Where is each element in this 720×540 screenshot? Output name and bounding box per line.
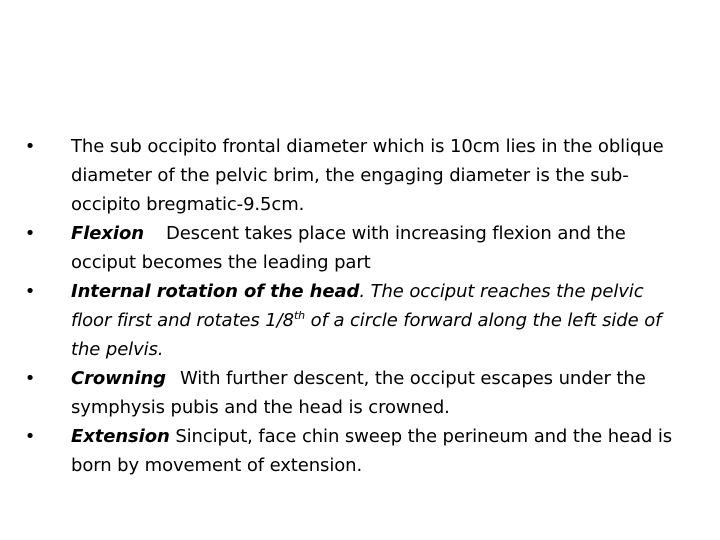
bullet-marker: • [24,223,36,244]
list-item-crowning [20,364,680,422]
list-item-term: Flexion [71,223,144,244]
list-item-text: Sinciput, face chin sweep the perineum and the head is born by movement of extension. [71,426,673,476]
list-item-flexion [20,219,680,277]
bullet-marker: • [24,426,36,447]
list-item-extension [20,422,680,480]
list-item-text: With further descent, the occiput escapes under the symphysis pubis and the head is crowned. [71,368,646,418]
bullet-list [20,132,680,480]
list-item-term: Crowning [71,368,166,389]
bullet-marker: • [24,136,36,157]
list-item-text: . The occiput reaches the pelvic floor first and rotates 1/8 [71,281,644,331]
list-item-text: The sub occipito frontal diameter which is 10cm lies in the oblique diameter of the pelvic brim, the engaging diameter is the sub-occipito bregmatic-9.5cm. [71,136,664,215]
bullet-marker: • [24,368,36,389]
list-item-term: Internal rotation of the head [71,281,360,302]
ordinal-superscript: th [293,309,306,322]
list-item-engagement [20,132,680,219]
bullet-marker: • [24,281,36,302]
list-item-term: Extension [71,426,170,447]
list-item-text: Descent takes place with increasing flexion and the occiput becomes the leading part [71,223,626,273]
list-item-text-continued: of a circle forward along the left side of the pelvis. [71,310,662,360]
list-item-internal-rotation [20,277,680,364]
